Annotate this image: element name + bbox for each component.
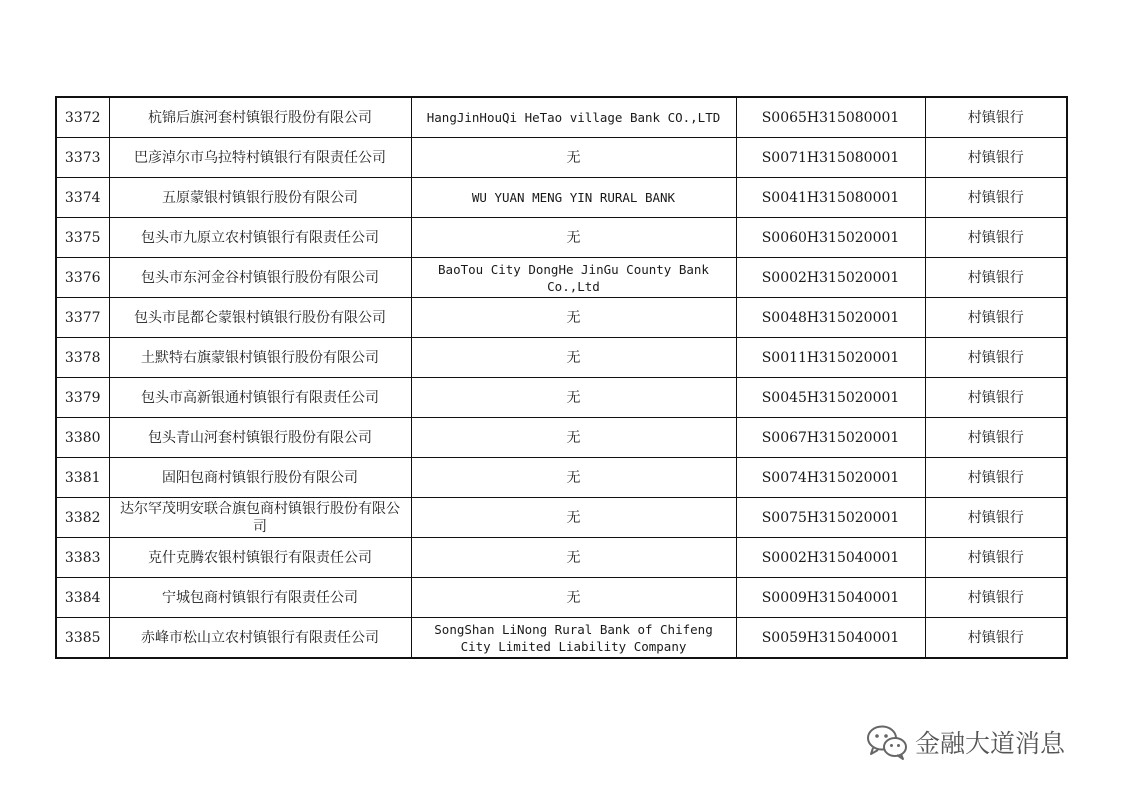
table-row — [56, 178, 1067, 218]
license-code-cell: S0048H315020001 — [736, 298, 925, 338]
english-name-cell: 无 — [411, 498, 736, 538]
row-number-cell: 3383 — [56, 538, 109, 578]
table-row — [56, 418, 1067, 458]
bank-name-cell: 巴彦淖尔市乌拉特村镇银行有限责任公司 — [109, 138, 411, 178]
english-name-cell: SongShan LiNong Rural Bank of Chifeng City Limited Liability Company — [411, 618, 736, 659]
english-name-cell: 无 — [411, 138, 736, 178]
row-number-cell: 3375 — [56, 218, 109, 258]
license-code-cell: S0009H315040001 — [736, 578, 925, 618]
institution-type-cell: 村镇银行 — [925, 97, 1067, 138]
table-row — [56, 338, 1067, 378]
table-row — [56, 138, 1067, 178]
license-code-cell: S0067H315020001 — [736, 418, 925, 458]
table-row — [56, 538, 1067, 578]
bank-name-cell: 宁城包商村镇银行有限责任公司 — [109, 578, 411, 618]
table-row — [56, 498, 1067, 538]
bank-name-cell: 土默特右旗蒙银村镇银行股份有限公司 — [109, 338, 411, 378]
license-code-cell: S0065H315080001 — [736, 97, 925, 138]
table-row — [56, 378, 1067, 418]
bank-name-cell: 杭锦后旗河套村镇银行股份有限公司 — [109, 97, 411, 138]
row-number-cell: 3382 — [56, 498, 109, 538]
row-number-cell: 3384 — [56, 578, 109, 618]
row-number-cell: 3378 — [56, 338, 109, 378]
row-number-cell: 3385 — [56, 618, 109, 659]
watermark-text: 金融大道消息 — [915, 729, 1066, 758]
license-code-cell: S0059H315040001 — [736, 618, 925, 659]
bank-registry-table — [55, 96, 1068, 659]
table-body — [56, 97, 1067, 658]
english-name-cell: 无 — [411, 218, 736, 258]
bank-name-cell: 赤峰市松山立农村镇银行有限责任公司 — [109, 618, 411, 659]
row-number-cell: 3379 — [56, 378, 109, 418]
institution-type-cell: 村镇银行 — [925, 138, 1067, 178]
english-name-cell: WU YUAN MENG YIN RURAL BANK — [411, 178, 736, 218]
english-name-cell: 无 — [411, 578, 736, 618]
bank-name-cell: 包头市九原立农村镇银行有限责任公司 — [109, 218, 411, 258]
bank-name-cell: 达尔罕茂明安联合旗包商村镇银行股份有限公司 — [109, 498, 411, 538]
license-code-cell: S0071H315080001 — [736, 138, 925, 178]
table-row — [56, 618, 1067, 659]
english-name-cell: 无 — [411, 458, 736, 498]
license-code-cell: S0060H315020001 — [736, 218, 925, 258]
institution-type-cell: 村镇银行 — [925, 338, 1067, 378]
institution-type-cell: 村镇银行 — [925, 418, 1067, 458]
table-row — [56, 578, 1067, 618]
english-name-cell: 无 — [411, 338, 736, 378]
license-code-cell: S0002H315020001 — [736, 258, 925, 298]
bank-name-cell: 固阳包商村镇银行股份有限公司 — [109, 458, 411, 498]
row-number-cell: 3374 — [56, 178, 109, 218]
institution-type-cell: 村镇银行 — [925, 298, 1067, 338]
row-number-cell: 3372 — [56, 97, 109, 138]
license-code-cell: S0041H315080001 — [736, 178, 925, 218]
bank-name-cell: 包头青山河套村镇银行股份有限公司 — [109, 418, 411, 458]
table-row — [56, 258, 1067, 298]
bank-name-cell: 克什克腾农银村镇银行有限责任公司 — [109, 538, 411, 578]
english-name-cell: 无 — [411, 538, 736, 578]
institution-type-cell: 村镇银行 — [925, 498, 1067, 538]
table-row — [56, 218, 1067, 258]
bank-name-cell: 包头市昆都仑蒙银村镇银行股份有限公司 — [109, 298, 411, 338]
english-name-cell: 无 — [411, 378, 736, 418]
institution-type-cell: 村镇银行 — [925, 378, 1067, 418]
row-number-cell: 3380 — [56, 418, 109, 458]
institution-type-cell: 村镇银行 — [925, 178, 1067, 218]
table-row — [56, 298, 1067, 338]
bank-name-cell: 包头市高新银通村镇银行有限责任公司 — [109, 378, 411, 418]
wechat-icon — [865, 722, 909, 762]
institution-type-cell: 村镇银行 — [925, 538, 1067, 578]
institution-type-cell: 村镇银行 — [925, 618, 1067, 659]
english-name-cell: 无 — [411, 298, 736, 338]
bank-name-cell: 五原蒙银村镇银行股份有限公司 — [109, 178, 411, 218]
row-number-cell: 3376 — [56, 258, 109, 298]
institution-type-cell: 村镇银行 — [925, 218, 1067, 258]
english-name-cell: 无 — [411, 418, 736, 458]
license-code-cell: S0074H315020001 — [736, 458, 925, 498]
table-row — [56, 97, 1067, 138]
institution-type-cell: 村镇银行 — [925, 578, 1067, 618]
row-number-cell: 3373 — [56, 138, 109, 178]
license-code-cell: S0011H315020001 — [736, 338, 925, 378]
row-number-cell: 3381 — [56, 458, 109, 498]
row-number-cell: 3377 — [56, 298, 109, 338]
table-row — [56, 458, 1067, 498]
english-name-cell: HangJinHouQi HeTao village Bank CO.,LTD — [411, 97, 736, 138]
license-code-cell: S0002H315040001 — [736, 538, 925, 578]
institution-type-cell: 村镇银行 — [925, 458, 1067, 498]
watermark — [865, 722, 1065, 762]
license-code-cell: S0075H315020001 — [736, 498, 925, 538]
english-name-cell: BaoTou City DongHe JinGu County Bank Co.,Ltd — [411, 258, 736, 298]
license-code-cell: S0045H315020001 — [736, 378, 925, 418]
bank-name-cell: 包头市东河金谷村镇银行股份有限公司 — [109, 258, 411, 298]
institution-type-cell: 村镇银行 — [925, 258, 1067, 298]
